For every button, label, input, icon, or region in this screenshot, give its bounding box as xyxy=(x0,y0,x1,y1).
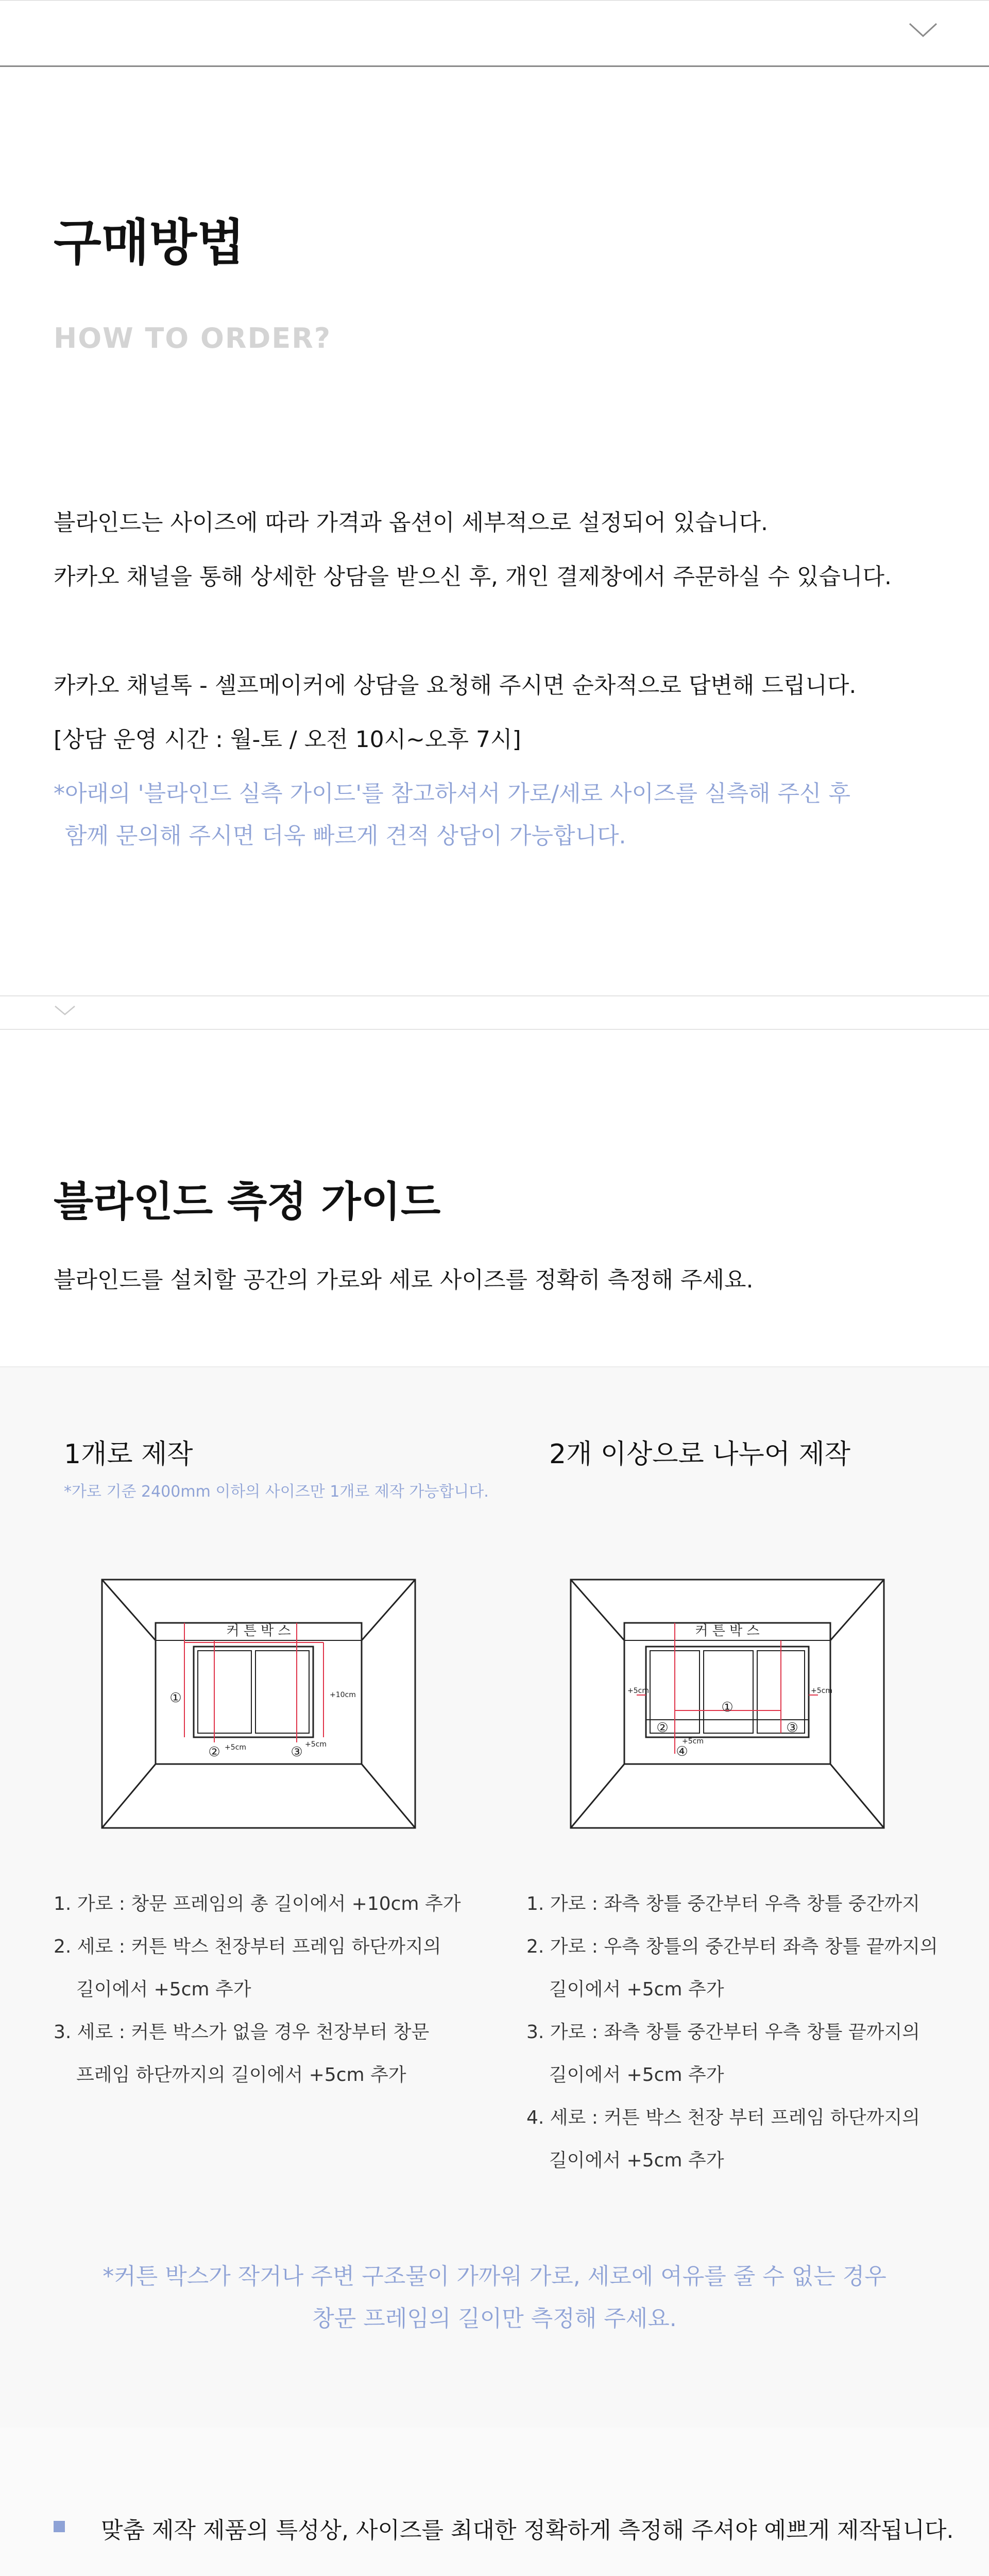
step-line: 프레임 하단까지의 길이에서 +5cm 추가 xyxy=(76,2064,406,2086)
step-line: 1. 가로 : 창문 프레임의 총 길이에서 +10cm 추가 xyxy=(54,1893,461,1914)
header-divider xyxy=(0,65,989,67)
page-title: 구매방법 xyxy=(54,214,245,272)
label-5cm: +5cm xyxy=(627,1687,649,1695)
notice-item xyxy=(101,2508,953,2553)
order-paragraph-1 xyxy=(54,496,892,604)
marker-2: ② xyxy=(208,1744,220,1760)
step-line: 길이에서 +5cm 추가 xyxy=(549,1979,724,2000)
step-line: 2. 세로 : 커튼 박스 천장부터 프레임 하단까지의 xyxy=(54,1936,441,1957)
step-line: 2. 가로 : 우측 창틀의 중간부터 좌측 창틀 끝까지의 xyxy=(526,1936,938,1957)
label-5cm: +5cm xyxy=(225,1743,246,1752)
right-heading: 2개 이상으로 나누어 제작 xyxy=(549,1439,850,1470)
order-text-line: 블라인드는 사이즈에 따라 가격과 옵션이 세부적으로 설정되어 있습니다. xyxy=(54,510,769,536)
chevron-down-icon[interactable] xyxy=(908,20,939,40)
step-line: 길이에서 +5cm 추가 xyxy=(76,1979,251,2000)
order-note xyxy=(54,773,850,857)
guide-bottom-note-line: *커튼 박스가 작거나 주변 구조물이 가까워 가로, 세로에 여유를 줄 수 없는 경우 xyxy=(103,2263,886,2290)
top-divider xyxy=(0,0,989,1)
order-text-line: [상담 운영 시간 : 월-토 / 오전 10시~오후 7시] xyxy=(54,726,521,753)
left-heading: 1개로 제작 xyxy=(64,1439,193,1470)
order-note-line: *아래의 '블라인드 실측 가이드'를 참고하셔서 가로/세로 사이즈를 실측해 주신 후 xyxy=(54,781,851,807)
marker-1: ① xyxy=(721,1700,734,1715)
curtain-box-label: 커 튼 박 스 xyxy=(695,1623,760,1639)
step-line: 길이에서 +5cm 추가 xyxy=(549,2150,724,2171)
marker-4: ④ xyxy=(676,1744,688,1759)
order-note-line: 함께 문의해 주시면 더욱 빠르게 견적 상담이 가능합니다. xyxy=(65,823,626,849)
label-5cm: +5cm xyxy=(811,1687,832,1695)
marker-2: ② xyxy=(656,1720,669,1736)
order-text-line: 카카오 채널을 통해 상세한 상담을 받으신 후, 개인 결제창에서 주문하실 수 있습니다. xyxy=(54,564,892,590)
guide-bottom-note-line: 창문 프레임의 길이만 측정해 주세요. xyxy=(312,2306,677,2332)
marker-3: ③ xyxy=(291,1744,303,1760)
page-subtitle: HOW TO ORDER? xyxy=(54,322,332,354)
section-divider xyxy=(0,995,989,996)
label-5cm: +5cm xyxy=(305,1740,327,1749)
step-line: 1. 가로 : 좌측 창틀 중간부터 우측 창틀 중간까지 xyxy=(526,1893,920,1914)
step-line: 3. 가로 : 좌측 창틀 중간부터 우측 창틀 끝까지의 xyxy=(526,2022,920,2043)
notice-line: 맞춤 제작 제품의 특성상, 사이즈를 최대한 정확하게 측정해 주셔야 예쁘게 제작됩니다. xyxy=(101,2517,954,2544)
guide-title: 블라인드 측정 가이드 xyxy=(54,1178,441,1226)
left-steps xyxy=(54,1883,461,2096)
section-divider xyxy=(0,1029,989,1030)
single-window-diagram xyxy=(101,1579,416,1829)
left-note: *가로 기준 2400mm 이하의 사이즈만 1개로 제작 가능합니다. xyxy=(64,1483,489,1501)
label-10cm: +10cm xyxy=(330,1691,356,1699)
order-text-line: 카카오 채널톡 - 셀프메이커에 상담을 요청해 주시면 순차적으로 답변해 드립니다. xyxy=(54,672,857,699)
notice-panel xyxy=(0,2428,989,2576)
step-line: 길이에서 +5cm 추가 xyxy=(549,2064,724,2086)
multi-window-diagram xyxy=(570,1579,885,1829)
right-steps xyxy=(526,1883,938,2182)
step-line: 4. 세로 : 커튼 박스 천장 부터 프레임 하단까지의 xyxy=(526,2107,920,2128)
marker-3: ③ xyxy=(786,1720,798,1736)
chevron-down-icon xyxy=(54,1003,76,1018)
guide-bottom-note xyxy=(0,2256,989,2340)
marker-1: ① xyxy=(169,1690,182,1706)
guide-description: 블라인드를 설치할 공간의 가로와 세로 사이즈를 정확히 측정해 주세요. xyxy=(54,1267,754,1293)
order-paragraph-2 xyxy=(54,658,856,767)
notice-bullet-icon xyxy=(54,2521,65,2532)
label-5cm: +5cm xyxy=(682,1737,704,1745)
curtain-box-label: 커 튼 박 스 xyxy=(226,1623,291,1639)
step-line: 3. 세로 : 커튼 박스가 없을 경우 천장부터 창문 xyxy=(54,2022,430,2043)
